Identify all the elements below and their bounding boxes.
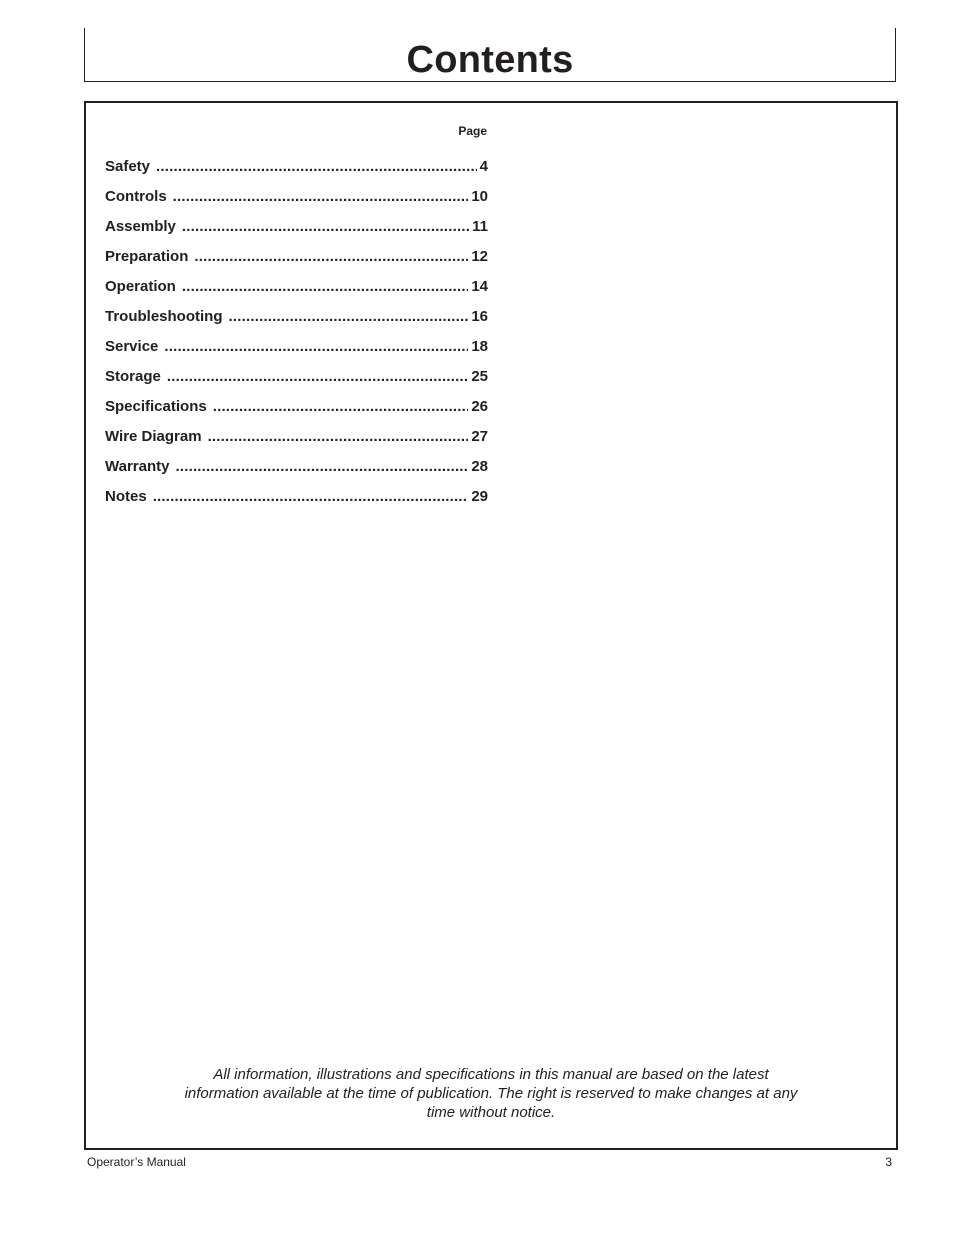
toc-entry-page: 25 [471,368,488,385]
dot-leader [153,488,469,506]
page-column-header: Page [458,124,487,138]
toc-entry-page: 4 [479,158,488,175]
toc-entry-label: Specifications [105,398,207,415]
toc-entry-label: Warranty [105,458,170,475]
page-title: Contents [406,39,574,81]
toc-entry-page: 10 [471,188,488,205]
toc-entry-warranty[interactable] [105,446,488,476]
disclaimer-text [146,1065,836,1122]
dot-leader [213,398,469,416]
toc-entry-label: Preparation [105,248,189,265]
toc-entry-page: 28 [471,458,488,475]
footer-manual-name: Operator’s Manual [87,1155,186,1169]
toc-entry-label: Notes [105,488,147,505]
dot-leader [194,248,468,266]
dot-leader [229,308,469,326]
dot-leader [173,188,469,206]
title-box [84,28,896,82]
toc-entry-label: Assembly [105,218,176,235]
toc-entry-notes[interactable] [105,476,488,506]
toc-entry-safety[interactable] [105,146,488,176]
dot-leader [182,278,468,296]
toc-entry-page: 29 [471,488,488,505]
toc-entry-page: 18 [471,338,488,355]
toc-entry-page: 11 [472,218,488,235]
toc-entry-storage[interactable] [105,356,488,386]
toc-entry-page: 27 [471,428,488,445]
toc-entry-label: Operation [105,278,176,295]
toc-entry-assembly[interactable] [105,206,488,236]
toc-entry-troubleshooting[interactable] [105,296,488,326]
toc-entry-label: Service [105,338,159,355]
toc-entry-label: Controls [105,188,167,205]
dot-leader [156,158,477,176]
toc-entry-label: Troubleshooting [105,308,223,325]
toc-entry-service[interactable] [105,326,488,356]
disclaimer-line: information available at the time of publication. The right is reserved to make changes at any [184,1085,798,1102]
dot-leader [175,458,468,476]
dot-leader [182,218,469,236]
toc-entry-page: 12 [471,248,488,265]
disclaimer-line: time without notice. [426,1104,556,1121]
dot-leader [208,428,469,446]
toc-entry-wire-diagram[interactable] [105,416,488,446]
disclaimer-line: All information, illustrations and specifications in this manual are based on the latest [213,1066,769,1083]
footer-page-number: 3 [885,1155,892,1169]
toc-entry-specifications[interactable] [105,386,488,416]
toc-entry-label: Safety [105,158,151,175]
toc-entry-page: 16 [471,308,488,325]
dot-leader [167,368,468,386]
dot-leader [164,338,468,356]
toc-entry-label: Storage [105,368,161,385]
contents-panel [84,101,898,1150]
toc-entry-controls[interactable] [105,176,488,206]
toc-entry-page: 26 [471,398,488,415]
table-of-contents [105,146,488,506]
toc-entry-operation[interactable] [105,266,488,296]
toc-entry-page: 14 [471,278,488,295]
toc-entry-preparation[interactable] [105,236,488,266]
toc-entry-label: Wire Diagram [105,428,202,445]
